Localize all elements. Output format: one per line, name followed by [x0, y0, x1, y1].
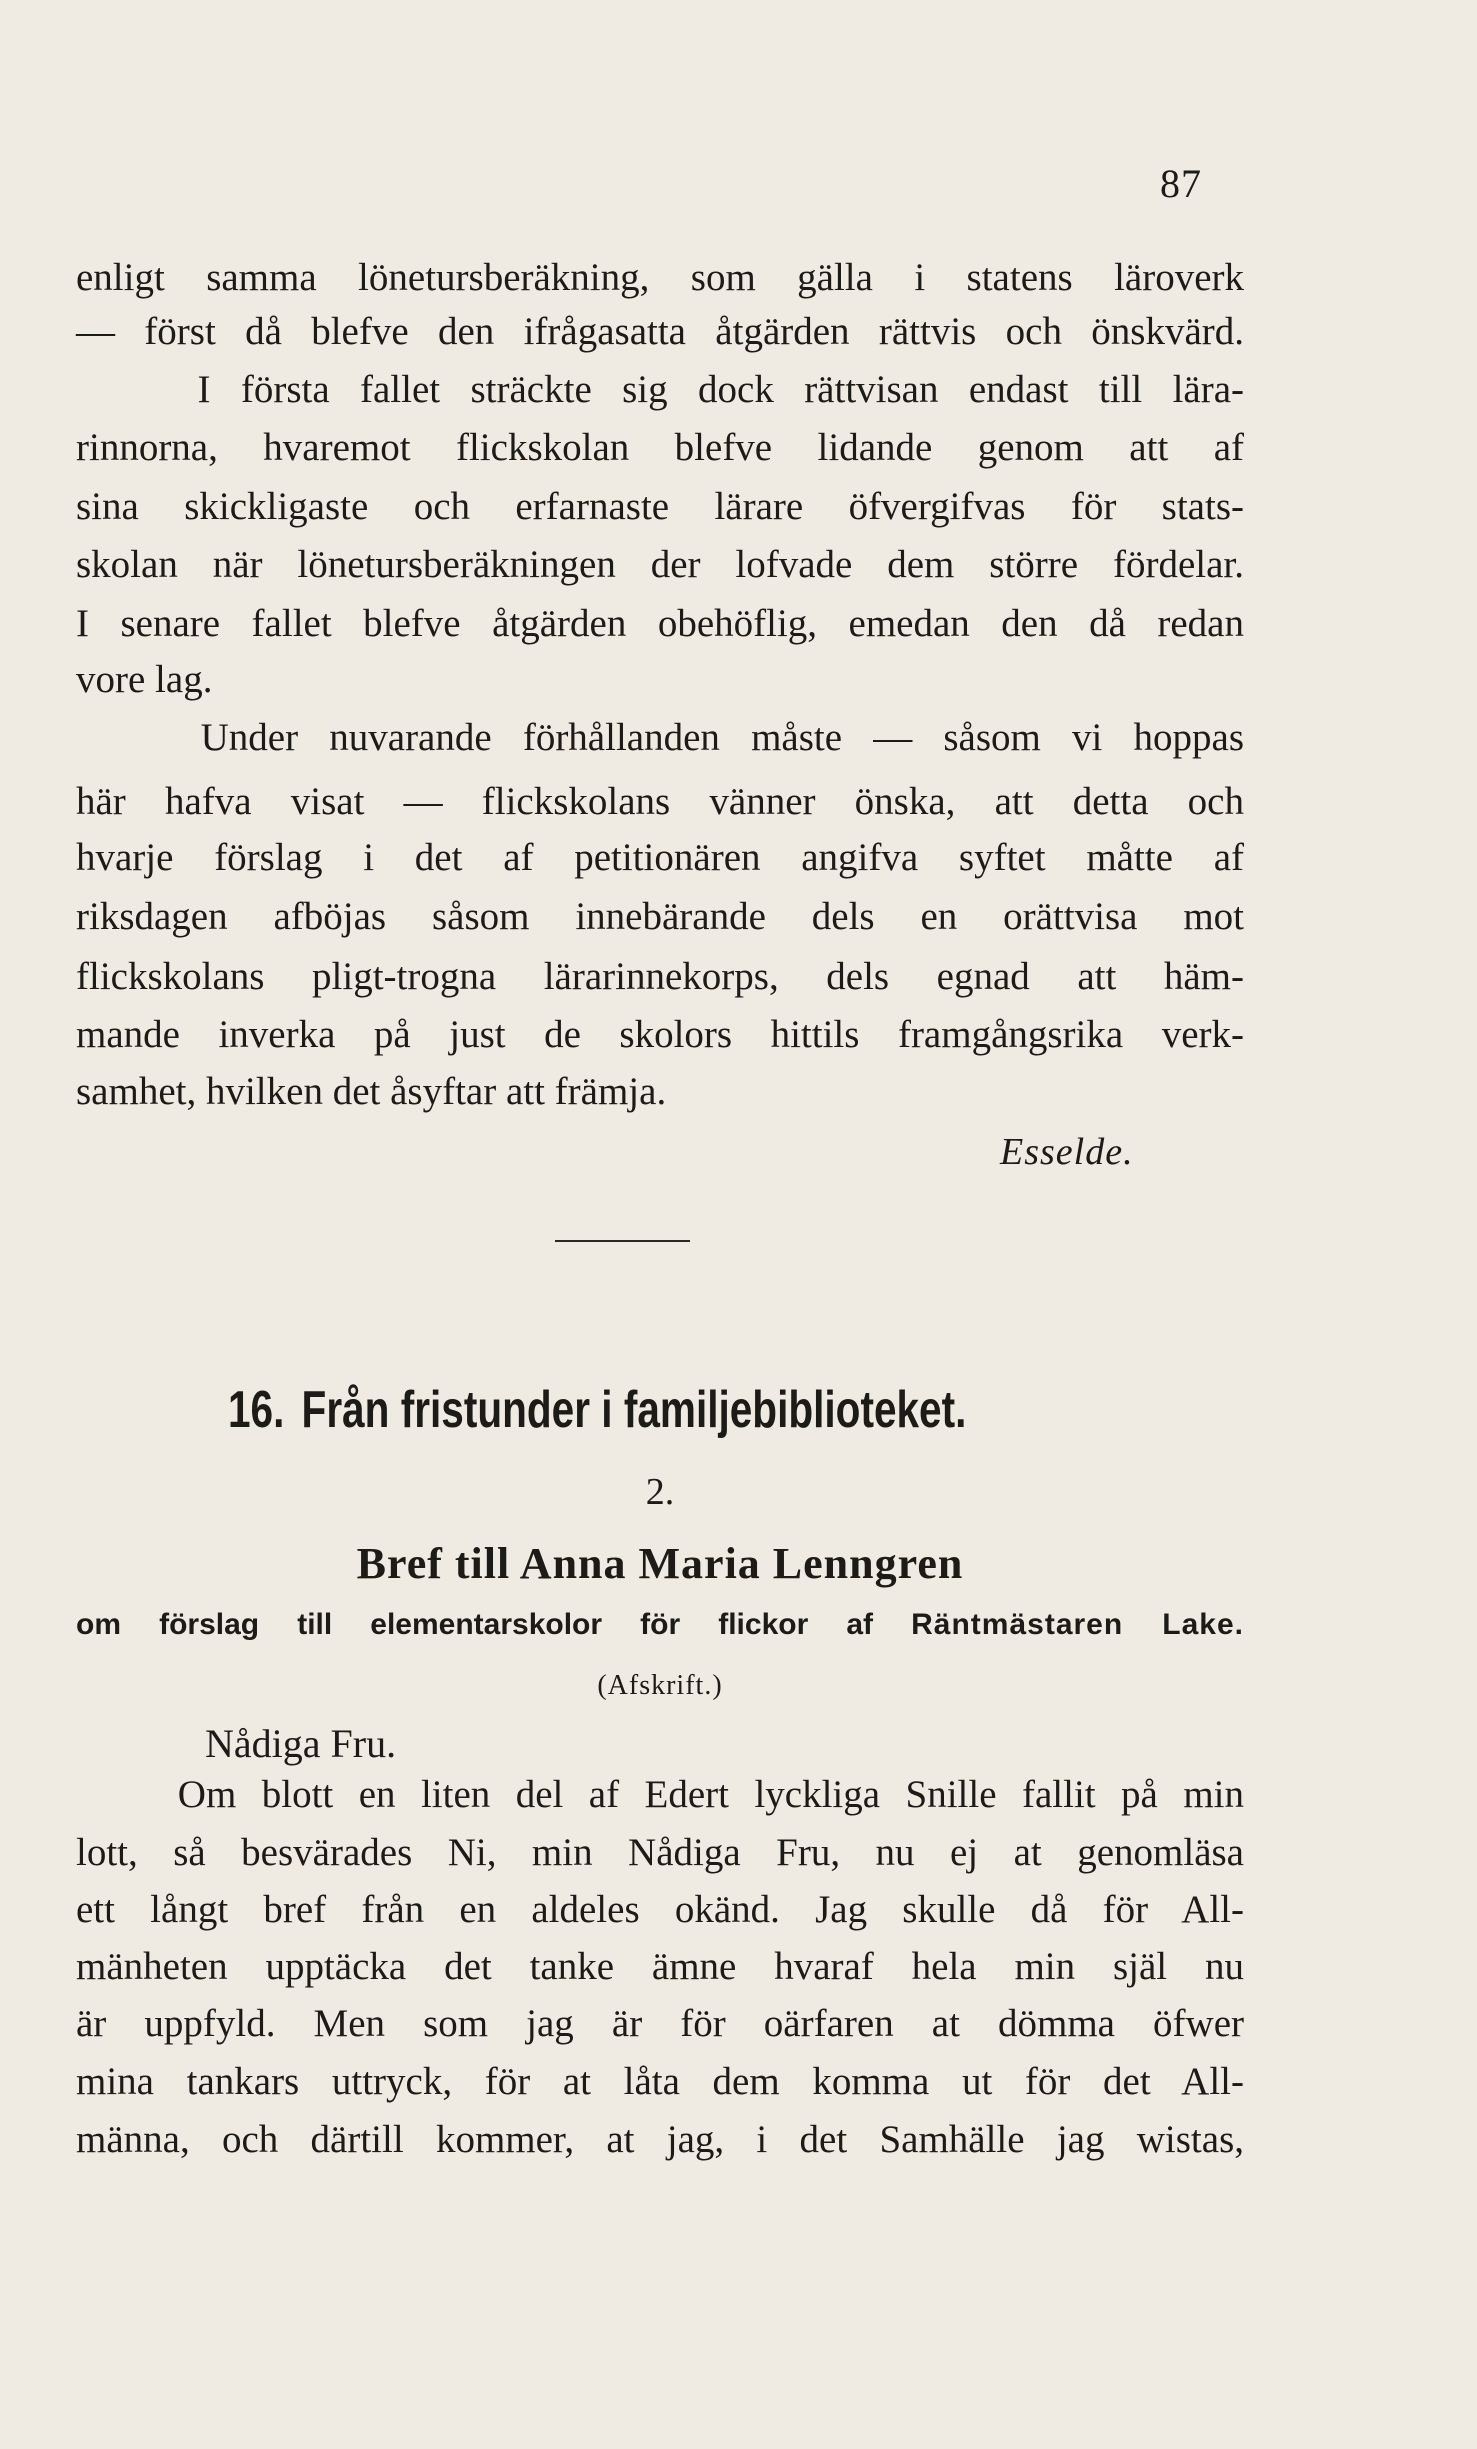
text-line: rinnorna, hvaremot flickskolan blefve lidande genom att af [76, 426, 1244, 469]
part-number: 2. [645, 1471, 675, 1513]
text-line: I senare fallet blefve åtgärden obehöflig, emedan den då redan [76, 602, 1244, 645]
text-line: lott, så besvärades Ni, min Nådiga Fru, nu ej at genomläsa [76, 1831, 1244, 1874]
section-divider [555, 1240, 690, 1242]
text-line: — först då blefve den ifrågasatta åtgärden rättvis och önskvärd. [76, 310, 1244, 353]
subtitle-text: om förslag till elementarskolor för flickor af [76, 1608, 912, 1641]
copy-note: (Afskrift.) [597, 1670, 723, 1701]
text-line: mande inverka på just de skolors hittils framgångsrika verk- [76, 1013, 1244, 1056]
text-line: enligt samma lönetursberäkning, som gälla i statens läroverk [76, 256, 1244, 299]
text-line: är uppfyld. Men som jag är för oärfaren at dömma öfwer [76, 2002, 1244, 2045]
signature: Esselde. [1000, 1131, 1134, 1173]
text-line: männa, och därtill kommer, at jag, i det Samhälle jag wistas, [76, 2118, 1244, 2161]
salutation: Nådiga Fru. [205, 1721, 397, 1766]
text-line: riksdagen afböjas såsom innebärande dels en orättvisa mot [76, 895, 1244, 938]
subtitle-author: Räntmästaren Lake. [911, 1608, 1244, 1641]
text-line: mina tankars uttryck, för at låta dem komma ut för det All- [76, 2060, 1244, 2103]
text-line: mänheten upptäcka det tanke ämne hvaraf hela min själ nu [76, 1945, 1244, 1988]
page-number: 87 [1160, 161, 1202, 206]
text-line: I första fallet sträckte sig dock rättvisan endast till lära- [76, 368, 1244, 411]
text-line: Under nuvarande förhållanden måste — såsom vi hoppas [76, 716, 1244, 759]
text-line: sina skickligaste och erfarnaste lärare öfvergifvas för stats- [76, 485, 1244, 528]
text-line: flickskolans pligt-trogna lärarinnekorps, dels egnad att häm- [76, 955, 1244, 998]
section-heading [228, 1380, 967, 1440]
text-line: Om blott en liten del af Edert lyckliga Snille fallit på min [76, 1773, 1244, 1816]
section-number: 16. [228, 1381, 285, 1439]
letter-title: Bref till Anna Maria Lenngren [356, 1539, 964, 1588]
text-line: vore lag. [76, 658, 213, 701]
letter-subtitle [76, 1608, 1244, 1642]
text-line: samhet, hvilken det åsyftar att främja. [76, 1070, 667, 1113]
section-title: Från fristunder i familjebiblioteket. [301, 1381, 967, 1439]
text-line: här hafva visat — flickskolans vänner önska, att detta och [76, 780, 1244, 823]
text-line: ett långt bref från en aldeles okänd. Jag skulle då för All- [76, 1888, 1244, 1931]
text-line: skolan när lönetursberäkningen der lofvade dem större fördelar. [76, 543, 1244, 586]
text-line: hvarje förslag i det af petitionären angifva syftet måtte af [76, 836, 1244, 879]
